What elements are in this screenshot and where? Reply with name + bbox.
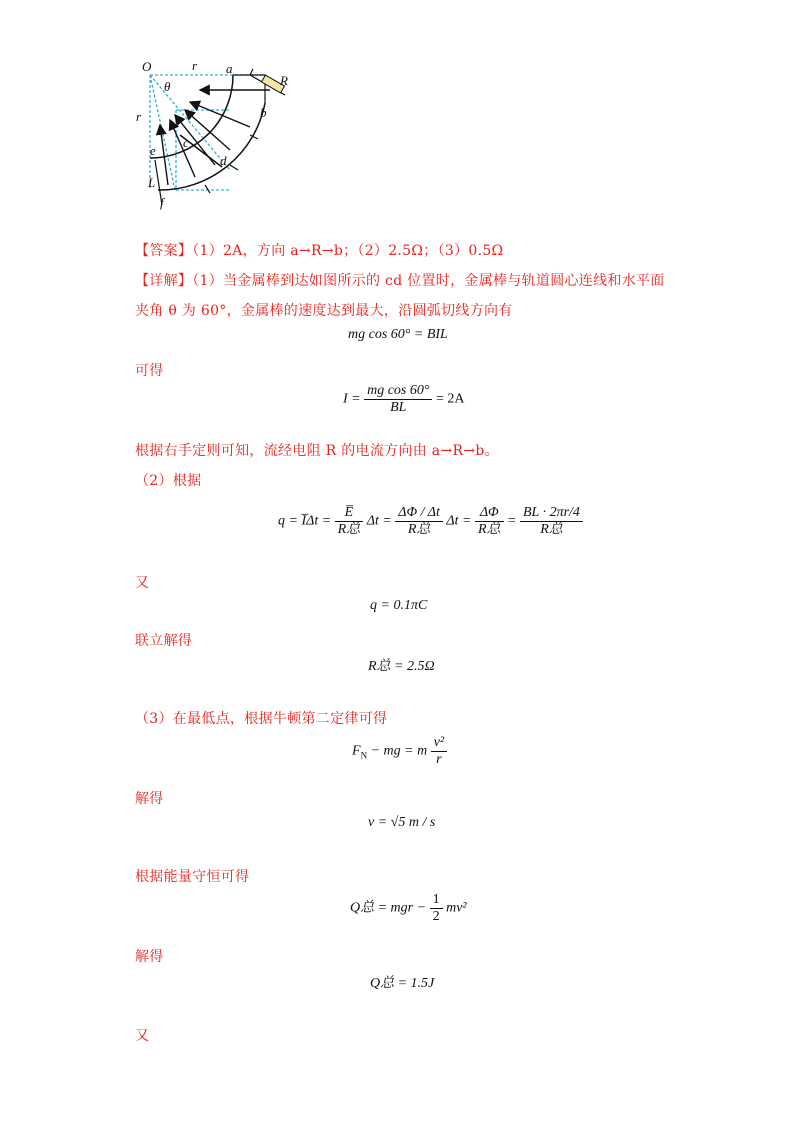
label-L: L [148, 175, 156, 190]
label-c: c [183, 135, 189, 150]
equation-5: R总 = 2.5Ω [368, 659, 435, 674]
label-r-top: r [192, 58, 198, 73]
physics-diagram [130, 55, 300, 210]
outer-rail-arc [158, 103, 265, 190]
equation-4: q = 0.1πC [370, 598, 428, 613]
label-r-left: r [136, 109, 142, 124]
text-you-1: 又 [135, 575, 150, 591]
text-energy: 根据能量守恒可得 [135, 869, 250, 885]
equation-1: mg cos 60° = BIL [348, 327, 448, 342]
explain-line2: 夹角 θ 为 60°，金属棒的速度达到最大，沿圆弧切线方向有 [135, 303, 513, 319]
equation-9: Q总 = 1.5J [370, 976, 435, 991]
equation-7: v = √5 m / s [368, 815, 436, 830]
label-e: e [150, 143, 156, 158]
equation-8: Q总 = mgr − $\frac{1}{2}$ mv² [350, 892, 467, 924]
label-R: R [280, 73, 288, 88]
text-keyi: 可得 [135, 363, 164, 379]
label-O: O [142, 59, 152, 74]
text-part3: （3）在最低点，根据牛顿第二定律可得 [135, 711, 388, 727]
answer-line [135, 240, 503, 260]
text-you-2: 又 [135, 1028, 150, 1044]
label-f: f [160, 195, 164, 210]
text-direction: 根据右手定则可知，流经电阻 R 的电流方向由 a→R→b。 [135, 443, 499, 459]
equation-2: I = $\frac{\text{mg cos 60°}}{BL}$ = 2A [343, 383, 465, 415]
label-a: a [226, 61, 233, 76]
answer-tag: 【答案】 [135, 243, 193, 259]
text-lianli: 联立解得 [135, 633, 193, 649]
label-d: d [220, 153, 227, 168]
equation-3: q = I̅Δt = $\frac{E̅}{\text{R总}}$ Δt = $\frac{\Delta\Phi / \Delta t}{\text{R总}}$ Δt = $\frac{\Delta\Phi}{\text{R总}}$ = $\frac{BL \cdot 2\pi r/4}{\text{R总}}$ [278, 505, 583, 538]
label-b: b [260, 105, 267, 120]
text-jiede-2: 解得 [135, 949, 164, 965]
explain-tag: 【详解】 [135, 273, 193, 289]
explain-line1: 【详解】（1）当金属棒到达如图所示的 cd 位置时，金属棒与轨道圆心连线和水平面 [135, 273, 665, 289]
text-part2: （2）根据 [135, 473, 202, 489]
text-jiede-1: 解得 [135, 791, 164, 807]
label-theta: θ [164, 79, 171, 94]
equation-6: $F_N$ − mg = m $\frac{\text{v²}}{r}$ [352, 735, 447, 768]
answer-text: （1）2A，方向 a→R→b；（2）2.5Ω；（3）0.5Ω [192, 243, 504, 259]
